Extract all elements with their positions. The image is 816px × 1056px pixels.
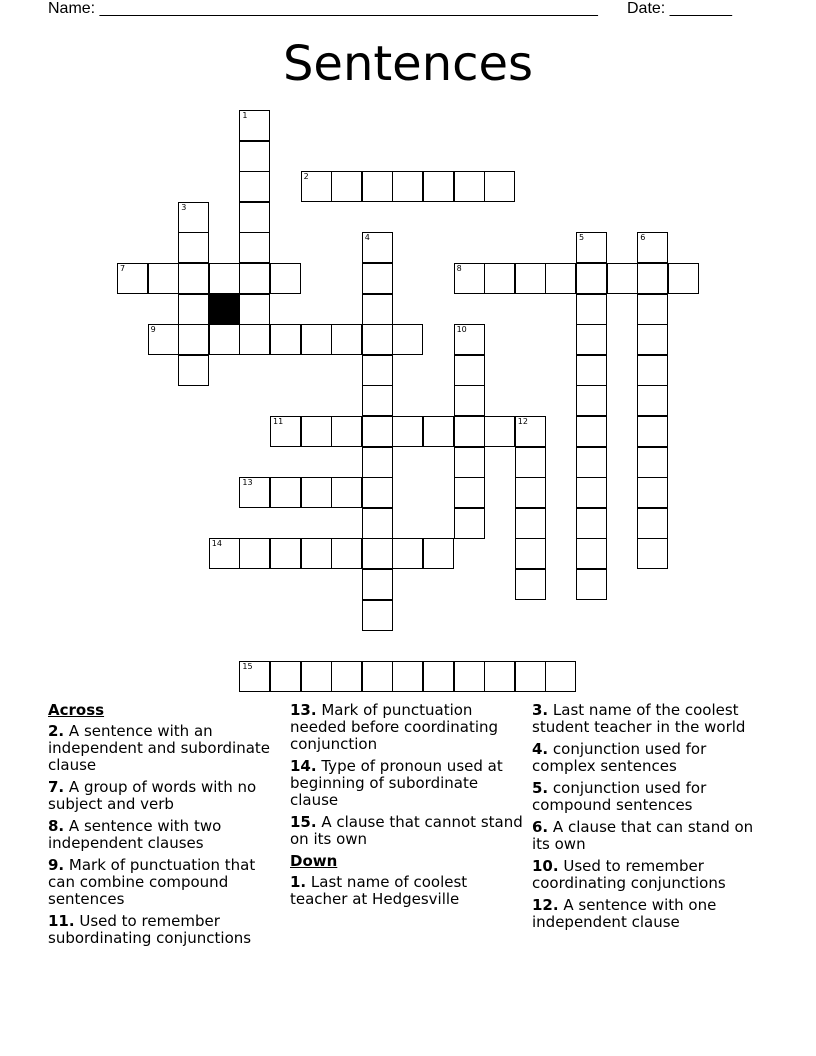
crossword-cell[interactable] (362, 508, 393, 539)
crossword-cell[interactable] (576, 508, 607, 539)
clue-number: 1 (242, 111, 248, 120)
crossword-cell[interactable] (454, 324, 485, 355)
clue-column-3 (532, 702, 762, 936)
crossword-cell[interactable] (331, 661, 362, 692)
crossword-cell[interactable] (576, 416, 607, 447)
clue-number: 5 (579, 233, 585, 243)
crossword-cell[interactable] (362, 263, 393, 294)
crossword-cell[interactable] (239, 538, 270, 569)
black-square (209, 294, 240, 325)
crossword-cell[interactable] (637, 355, 668, 386)
crossword-cell[interactable] (484, 263, 515, 294)
crossword-cell[interactable] (515, 416, 546, 447)
clue-across-14: 14. Type of pronoun used at beginning of subordinate clause (290, 757, 503, 809)
crossword-cell[interactable] (178, 324, 209, 355)
crossword-cell[interactable] (423, 661, 454, 692)
clue-column-2 (290, 702, 524, 913)
crossword-cell[interactable] (270, 477, 301, 508)
crossword-cell[interactable] (331, 477, 362, 508)
crossword-cell[interactable] (576, 294, 607, 325)
clue-across-11: 11. Used to remember subordinating conjunctions (48, 912, 252, 947)
clue-down-6: 6. A clause that can stand on its own (532, 818, 754, 853)
crossword-cell[interactable] (270, 538, 301, 569)
clue-down-12: 12. A sentence with one independent clause (532, 896, 717, 931)
clue-across-13: 13. Mark of punctuation needed before coordinating conjunction (290, 701, 499, 753)
crossword-cell[interactable] (239, 141, 270, 172)
crossword-cell[interactable] (392, 416, 423, 447)
crossword-cell[interactable] (209, 324, 240, 355)
crossword-cell[interactable] (362, 232, 393, 263)
crossword-cell[interactable] (362, 385, 393, 416)
crossword-cell[interactable] (362, 324, 393, 355)
clue-down-3: 3. Last name of the coolest student teacher in the world (532, 701, 746, 736)
across-heading: Across (48, 701, 105, 719)
crossword-cell[interactable] (270, 416, 301, 447)
crossword-cell[interactable] (454, 171, 485, 202)
crossword-cell[interactable] (209, 263, 240, 294)
crossword-cell[interactable] (270, 661, 301, 692)
crossword-cell[interactable] (362, 477, 393, 508)
crossword-cell[interactable] (362, 600, 393, 631)
crossword-cell[interactable] (362, 447, 393, 478)
crossword-cell[interactable] (454, 416, 485, 447)
crossword-cell[interactable] (637, 508, 668, 539)
crossword-cell[interactable] (484, 661, 515, 692)
crossword-cell[interactable] (301, 538, 332, 569)
crossword-cell[interactable] (484, 171, 515, 202)
crossword-cell[interactable] (301, 324, 332, 355)
crossword-cell[interactable] (515, 538, 546, 569)
crossword-cell[interactable] (362, 355, 393, 386)
date-field-label[interactable]: Date: _______ (627, 0, 732, 17)
crossword-cell[interactable] (239, 110, 270, 141)
crossword-cell[interactable] (270, 263, 301, 294)
crossword-cell[interactable] (239, 294, 270, 325)
crossword-cell[interactable] (607, 263, 638, 294)
crossword-cell[interactable] (454, 508, 485, 539)
clue-number: 3 (181, 202, 187, 212)
crossword-cell[interactable] (239, 661, 270, 692)
crossword-cell[interactable] (454, 477, 485, 508)
crossword-cell[interactable] (362, 294, 393, 325)
crossword-cell[interactable] (454, 661, 485, 692)
clue-number: 11 (273, 417, 284, 426)
crossword-cell[interactable] (576, 477, 607, 508)
clue-number: 8 (456, 264, 462, 273)
down-heading: Down (290, 852, 338, 870)
clue-number: 9 (150, 325, 156, 335)
name-field-label[interactable]: Name: ________________________________________________________ (48, 0, 598, 17)
crossword-cell[interactable] (301, 416, 332, 447)
crossword-cell[interactable] (515, 477, 546, 508)
crossword-cell[interactable] (484, 416, 515, 447)
page-title: Sentences (282, 36, 534, 92)
crossword-cell[interactable] (423, 171, 454, 202)
clue-across-8: 8. A sentence with two independent clauses (48, 817, 222, 852)
crossword-cell[interactable] (637, 324, 668, 355)
clue-across-9: 9. Mark of punctuation that can combine compound sentences (48, 856, 256, 908)
crossword-cell[interactable] (178, 202, 209, 233)
crossword-cell[interactable] (301, 661, 332, 692)
crossword-cell[interactable] (239, 263, 270, 294)
clue-down-1: 1. Last name of coolest teacher at Hedgesville (290, 873, 468, 908)
crossword-cell[interactable] (515, 508, 546, 539)
crossword-cell[interactable] (637, 232, 668, 263)
crossword-cell[interactable] (331, 538, 362, 569)
header (0, 0, 816, 20)
crossword-cell[interactable] (545, 661, 576, 692)
crossword-cell[interactable] (576, 232, 607, 263)
crossword-cell[interactable] (239, 171, 270, 202)
crossword-cell[interactable] (178, 263, 209, 294)
clue-down-10: 10. Used to remember coordinating conjunctions (532, 857, 726, 892)
clue-down-4: 4. conjunction used for complex sentences (532, 740, 707, 775)
clue-down-5: 5. conjunction used for compound sentences (532, 779, 707, 814)
crossword-cell[interactable] (515, 569, 546, 600)
crossword-cell[interactable] (576, 569, 607, 600)
crossword-cell[interactable] (362, 171, 393, 202)
crossword-cell[interactable] (576, 324, 607, 355)
crossword-cell[interactable] (637, 538, 668, 569)
crossword-cell[interactable] (576, 538, 607, 569)
crossword-cell[interactable] (239, 477, 270, 508)
crossword-cell[interactable] (178, 294, 209, 325)
crossword-cell[interactable] (454, 263, 485, 294)
crossword-cell[interactable] (362, 569, 393, 600)
clue-number: 14 (211, 539, 222, 549)
crossword-cell[interactable] (576, 355, 607, 386)
crossword-cell[interactable] (637, 477, 668, 508)
crossword-cell[interactable] (423, 538, 454, 569)
crossword-cell[interactable] (362, 416, 393, 447)
crossword-cell[interactable] (668, 263, 699, 294)
crossword-cell[interactable] (637, 416, 668, 447)
crossword-cell[interactable] (362, 661, 393, 692)
clue-number: 10 (456, 325, 467, 335)
crossword-cell[interactable] (148, 324, 179, 355)
crossword-cell[interactable] (637, 385, 668, 416)
crossword-cell[interactable] (637, 263, 668, 294)
crossword-cell[interactable] (576, 263, 607, 294)
crossword-cell[interactable] (515, 661, 546, 692)
clue-number: 7 (120, 264, 126, 273)
crossword-cell[interactable] (117, 263, 148, 294)
crossword-cell[interactable] (362, 538, 393, 569)
crossword-cell[interactable] (515, 447, 546, 478)
crossword-cell[interactable] (454, 447, 485, 478)
clue-column-1 (48, 702, 280, 952)
crossword-cell[interactable] (576, 447, 607, 478)
crossword-cell[interactable] (331, 171, 362, 202)
clue-across-15: 15. A clause that cannot stand on its own (290, 813, 523, 848)
crossword-cell[interactable] (423, 416, 454, 447)
crossword-cell[interactable] (392, 661, 423, 692)
crossword-cell[interactable] (270, 324, 301, 355)
clue-number: 4 (364, 233, 370, 243)
crossword-cell[interactable] (331, 416, 362, 447)
clue-number: 13 (242, 478, 253, 488)
crossword-cell[interactable] (301, 477, 332, 508)
crossword-cell[interactable] (178, 232, 209, 263)
crossword-cell[interactable] (239, 324, 270, 355)
crossword-cell[interactable] (545, 263, 576, 294)
crossword-cell[interactable] (239, 202, 270, 233)
crossword-cell[interactable] (637, 294, 668, 325)
crossword-cell[interactable] (178, 355, 209, 386)
crossword-cell[interactable] (148, 263, 179, 294)
clue-across-2: 2. A sentence with an independent and subordinate clause (48, 722, 270, 774)
clue-number: 2 (303, 172, 309, 182)
crossword-cell[interactable] (331, 324, 362, 355)
clue-number: 6 (640, 233, 646, 243)
crossword-cell[interactable] (454, 385, 485, 416)
crossword-cell[interactable] (239, 232, 270, 263)
crossword-cell[interactable] (301, 171, 332, 202)
clue-number: 15 (242, 661, 253, 671)
crossword-cell[interactable] (576, 385, 607, 416)
crossword-cell[interactable] (454, 355, 485, 386)
crossword-cell[interactable] (392, 171, 423, 202)
crossword-cell[interactable] (392, 324, 423, 355)
crossword-cell[interactable] (209, 538, 240, 569)
crossword-cell[interactable] (515, 263, 546, 294)
clue-across-7: 7. A group of words with no subject and verb (48, 778, 257, 813)
crossword-cell[interactable] (392, 538, 423, 569)
crossword-cell[interactable] (637, 447, 668, 478)
clue-number: 12 (517, 417, 528, 426)
